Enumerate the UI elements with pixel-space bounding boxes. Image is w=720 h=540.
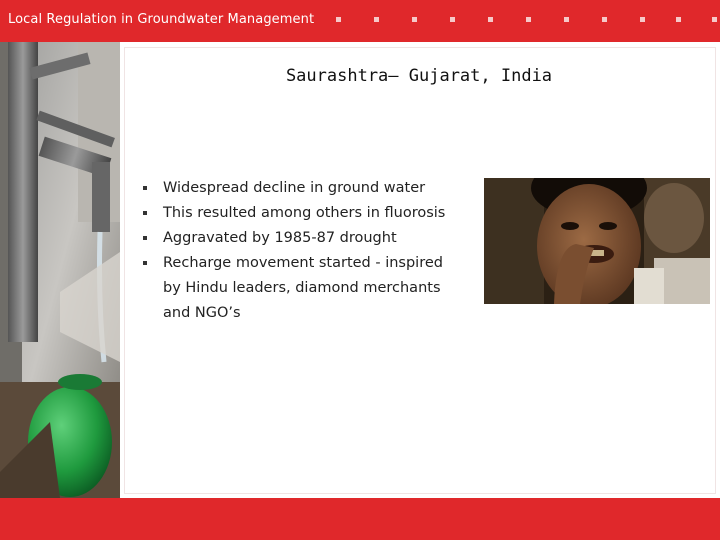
child-photo xyxy=(484,178,710,304)
bullet-text: Widespread decline in ground water xyxy=(163,180,426,196)
header-square-marker xyxy=(488,17,493,22)
bullet-text: Aggravated by 1985-87 drought xyxy=(163,230,397,246)
bullet-square-icon xyxy=(143,236,147,240)
bullet-square-icon xyxy=(143,186,147,190)
hand-pump-image xyxy=(0,42,120,498)
slide-title: Saurashtra– Gujarat, India xyxy=(285,66,553,86)
bullet-square-icon xyxy=(143,211,147,215)
header-title: Local Regulation in Groundwater Management xyxy=(8,12,315,27)
footer-bar xyxy=(0,498,720,540)
list-item xyxy=(143,251,463,326)
list-item xyxy=(143,226,463,251)
header-square-marker xyxy=(374,17,379,22)
header-square-marker xyxy=(412,17,417,22)
child-portrait-image xyxy=(484,178,710,304)
header-square-marker xyxy=(712,17,717,22)
bullet-text: Recharge movement started - inspired by Hindu leaders, diamond merchants and NGO’s xyxy=(163,255,443,321)
header-square-marker xyxy=(336,17,341,22)
header-square-marker xyxy=(640,17,645,22)
bullet-text: This resulted among others in fluorosis xyxy=(163,205,446,221)
bullet-square-icon xyxy=(143,261,147,265)
header-square-marker xyxy=(602,17,607,22)
list-item xyxy=(143,201,463,226)
header-bar xyxy=(0,0,720,42)
list-item xyxy=(143,176,463,201)
header-square-marker xyxy=(676,17,681,22)
header-square-marker xyxy=(564,17,569,22)
bullet-list xyxy=(143,176,463,326)
hand-pump-photo xyxy=(0,42,120,498)
header-square-marker xyxy=(450,17,455,22)
header-square-marker xyxy=(526,17,531,22)
